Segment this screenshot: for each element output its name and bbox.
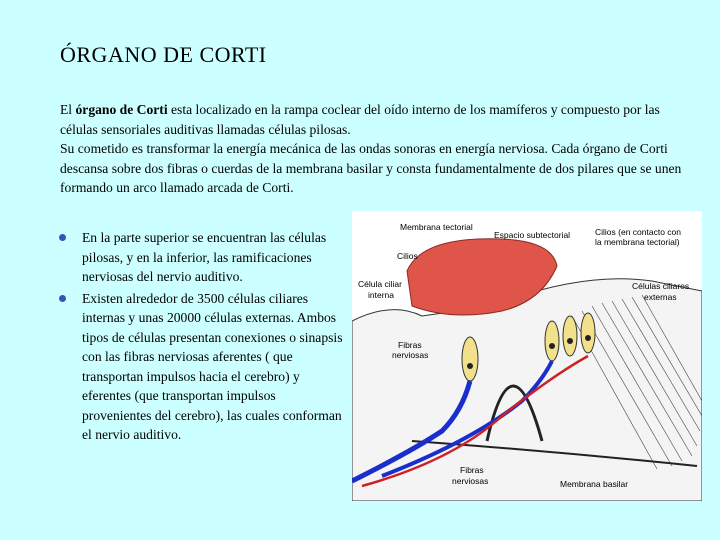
intro-line-2: Su cometido es transformar la energía mecánica de las ondas sonoras en energía nerviosa. Cada órgano de Corti descansa sobre dos fibras o cuerdas de la membrana basilar y consta fundamentalmente de dos pilares que se unen formando un arco llamado arcada de Corti. bbox=[60, 141, 682, 195]
label-celula-interna-2: interna bbox=[368, 290, 394, 300]
intro-bold-term: órgano de Corti bbox=[75, 102, 168, 117]
organ-of-corti-diagram bbox=[352, 211, 702, 501]
bullet-text: Existen alrededor de 3500 células ciliares internas y unas 20000 células externas. Ambos tipos de células presentan conexiones o sinapsis con las fibras nerviosas aferentes ( que transportan impulsos hacia el cerebro) y eferentes (que transportan impulsos provenientes del cerebro), las cuales conforman el nervio auditivo. bbox=[82, 290, 343, 442]
label-fibras-1b: nerviosas bbox=[392, 350, 429, 360]
bullet-dot-icon bbox=[59, 234, 66, 241]
label-espacio-subtectorial: Espacio subtectorial bbox=[494, 230, 571, 240]
label-cilios: Cilios bbox=[397, 251, 418, 261]
bullet-list bbox=[58, 228, 343, 447]
label-membrana-tectorial: Membrana tectorial bbox=[400, 222, 473, 232]
outer-hair-cell bbox=[563, 316, 577, 356]
label-cilios-contacto-1: Cilios (en contacto con bbox=[595, 227, 681, 237]
bullet-dot-icon bbox=[59, 295, 66, 302]
inner-hair-cell bbox=[462, 337, 478, 381]
intro-line-1 bbox=[60, 100, 700, 139]
bullet-item bbox=[58, 228, 343, 287]
intro-post: esta localizado en la rampa coclear del oído interno de los mamíferos y compuesto por las células sensoriales auditivas llamadas células pilosas. bbox=[60, 102, 660, 137]
intro-pre: El bbox=[60, 102, 76, 117]
outer-hair-cell bbox=[581, 313, 595, 353]
label-celulas-externas-1: Células ciliares bbox=[632, 281, 690, 291]
label-celula-interna-1: Célula ciliar bbox=[358, 279, 402, 289]
label-fibras-2a: Fibras bbox=[460, 465, 484, 475]
outer-hair-cell bbox=[545, 321, 559, 361]
page-title: ÓRGANO DE CORTI bbox=[60, 42, 267, 67]
label-celulas-externas-2: externas bbox=[644, 292, 677, 302]
label-cilios-contacto-2: la membrana tectorial) bbox=[595, 237, 680, 247]
bullet-text: En la parte superior se encuentran las células pilosas, y en la inferior, las ramificaciones nerviosas del nervio auditivo. bbox=[82, 230, 327, 284]
intro-paragraph bbox=[60, 100, 700, 198]
label-fibras-1a: Fibras bbox=[398, 340, 422, 350]
label-fibras-2b: nerviosas bbox=[452, 476, 489, 486]
label-membrana-basilar: Membrana basilar bbox=[560, 479, 629, 489]
bullet-item bbox=[58, 289, 343, 445]
